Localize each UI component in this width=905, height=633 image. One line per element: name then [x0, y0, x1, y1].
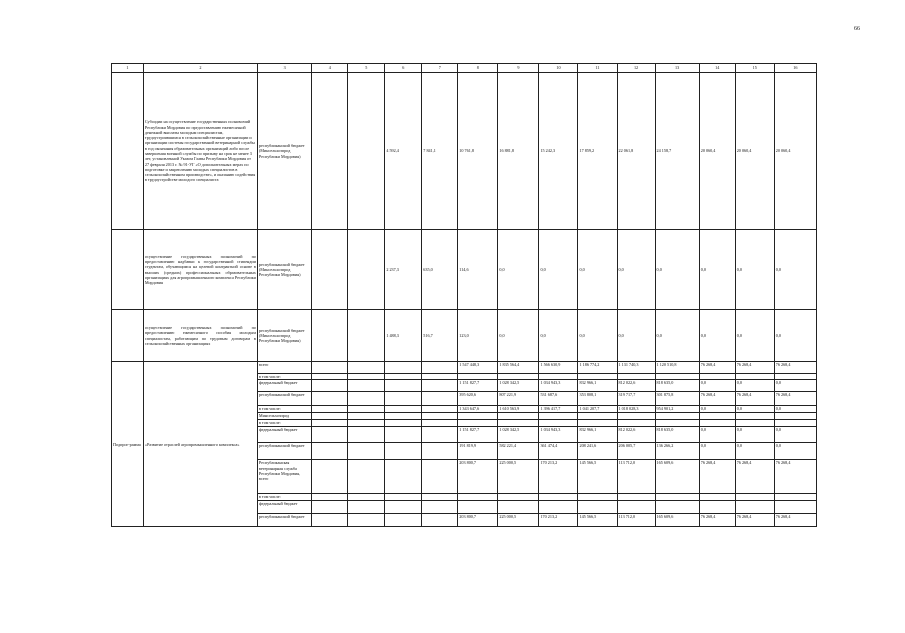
- header-cell: 3: [257, 64, 311, 73]
- value-cell: 15 242,3: [539, 73, 578, 230]
- value-cell: [498, 420, 539, 427]
- value-cell: 114,6: [458, 230, 498, 310]
- empty-cell: [385, 501, 422, 514]
- source-cell: в том числе:: [257, 406, 311, 413]
- value-cell: 0,0: [699, 380, 735, 392]
- value-cell: 0,0: [735, 310, 774, 362]
- empty-cell: [385, 392, 422, 406]
- value-cell: 0,0: [699, 310, 735, 362]
- value-cell: 76 268,4: [774, 392, 816, 406]
- value-cell: [498, 494, 539, 501]
- empty-cell: [348, 501, 385, 514]
- empty-cell: [348, 494, 385, 501]
- empty-cell: [422, 392, 458, 406]
- value-cell: [655, 413, 699, 420]
- value-cell: 225 000,5: [498, 460, 539, 494]
- value-cell: 145 566,5: [578, 514, 617, 527]
- header-cell: 13: [655, 64, 699, 73]
- value-cell: 203 800,7: [458, 514, 498, 527]
- value-cell: 0,0: [774, 406, 816, 413]
- value-cell: 1 151 827,7: [458, 427, 498, 443]
- value-cell: 1 131 740,3: [617, 362, 655, 374]
- value-cell: 136 266,2: [655, 443, 699, 460]
- header-cell: 2: [143, 64, 257, 73]
- value-cell: 353 808,1: [578, 392, 617, 406]
- value-cell: [578, 420, 617, 427]
- empty-cell: [422, 494, 458, 501]
- value-cell: 0,0: [699, 443, 735, 460]
- value-cell: 832 966,1: [578, 427, 617, 443]
- value-cell: 76 268,4: [699, 362, 735, 374]
- empty-cell: [348, 73, 385, 230]
- value-cell: [774, 501, 816, 514]
- empty-cell: [422, 362, 458, 374]
- value-cell: 4 592,4: [385, 73, 422, 230]
- source-cell: Минсельхозпрод: [257, 413, 311, 420]
- value-cell: 0,0: [617, 230, 655, 310]
- empty-cell: [348, 427, 385, 443]
- value-cell: 0,0: [498, 310, 539, 362]
- empty-cell: [112, 230, 144, 310]
- value-cell: 7 841,1: [422, 73, 458, 230]
- value-cell: [617, 413, 655, 420]
- source-cell: Республиканская ветеринарная служба Республики Мордовия, всего: [257, 460, 311, 494]
- value-cell: [539, 413, 578, 420]
- header-row: [112, 64, 817, 73]
- value-cell: 1 835 564,4: [498, 362, 539, 374]
- value-cell: 319 717,7: [617, 392, 655, 406]
- value-cell: [699, 420, 735, 427]
- value-cell: 76 268,4: [774, 362, 816, 374]
- block3-source: республиканский бюджет (Минсельхозпрод Республики Мордовия): [257, 310, 311, 362]
- empty-cell: [348, 514, 385, 527]
- value-cell: [617, 501, 655, 514]
- header-cell: 7: [422, 64, 458, 73]
- value-cell: 165 609,6: [655, 514, 699, 527]
- value-cell: 0,0: [774, 310, 816, 362]
- value-cell: [498, 413, 539, 420]
- value-cell: [539, 420, 578, 427]
- value-cell: 301 875,8: [655, 392, 699, 406]
- empty-cell: [348, 392, 385, 406]
- empty-cell: [348, 460, 385, 494]
- value-cell: 206 005,7: [617, 443, 655, 460]
- source-cell: федеральный бюджет: [257, 501, 311, 514]
- value-cell: 76 268,4: [735, 460, 774, 494]
- value-cell: 20 060,4: [774, 73, 816, 230]
- empty-cell: [348, 420, 385, 427]
- value-cell: 0,0: [774, 443, 816, 460]
- empty-cell: [385, 514, 422, 527]
- empty-cell: [385, 460, 422, 494]
- empty-cell: [312, 362, 348, 374]
- source-cell: в том числе:: [257, 494, 311, 501]
- value-cell: 76 268,4: [774, 460, 816, 494]
- empty-cell: [385, 427, 422, 443]
- value-cell: 812 022,6: [617, 380, 655, 392]
- value-cell: 0,0: [699, 406, 735, 413]
- value-cell: 1 034 943,3: [539, 380, 578, 392]
- value-cell: 24 158,7: [655, 73, 699, 230]
- value-cell: 832 966,1: [578, 380, 617, 392]
- value-cell: [539, 494, 578, 501]
- empty-cell: [348, 443, 385, 460]
- empty-cell: [385, 494, 422, 501]
- value-cell: [458, 420, 498, 427]
- value-cell: 76 268,4: [699, 514, 735, 527]
- value-cell: 818 635,0: [655, 427, 699, 443]
- empty-cell: [348, 310, 385, 362]
- empty-cell: [112, 73, 144, 230]
- empty-cell: [385, 362, 422, 374]
- value-cell: 0,0: [735, 230, 774, 310]
- header-cell: 8: [458, 64, 498, 73]
- value-cell: 395 620,6: [458, 392, 498, 406]
- source-cell: в том числе:: [257, 374, 311, 380]
- value-cell: 1 566 630,9: [539, 362, 578, 374]
- source-cell: республиканский бюджет: [257, 392, 311, 406]
- subprogram-name: «Развитие отраслей агропромышленного комплекса»: [143, 362, 257, 527]
- block1-source: республиканский бюджет (Минсельхозпрод Республики Мордовия): [257, 73, 311, 230]
- value-cell: 203 800,7: [458, 460, 498, 494]
- header-cell: 11: [578, 64, 617, 73]
- value-cell: 1 343 647,6: [458, 406, 498, 413]
- block3-description: осуществление государственных полномочий по предоставлению ежемесячного пособия молодым специалистам, работающим по трудовым договорам в сельскохозяйственных организациях: [143, 310, 257, 362]
- value-cell: 1 547 448,3: [458, 362, 498, 374]
- empty-cell: [422, 514, 458, 527]
- value-cell: 531 687,6: [539, 392, 578, 406]
- empty-cell: [312, 460, 348, 494]
- empty-cell: [385, 413, 422, 420]
- value-cell: 123,0: [458, 310, 498, 362]
- value-cell: 807 221,9: [498, 392, 539, 406]
- empty-cell: [312, 413, 348, 420]
- value-cell: 20 060,4: [699, 73, 735, 230]
- empty-cell: [348, 362, 385, 374]
- value-cell: 113 712,0: [617, 514, 655, 527]
- empty-cell: [312, 392, 348, 406]
- value-cell: [735, 494, 774, 501]
- value-cell: 1 120 510,8: [655, 362, 699, 374]
- value-cell: 1 041 207,7: [578, 406, 617, 413]
- header-cell: 15: [735, 64, 774, 73]
- value-cell: [655, 420, 699, 427]
- value-cell: 0,0: [539, 310, 578, 362]
- value-cell: 954 901,2: [655, 406, 699, 413]
- empty-cell: [312, 230, 348, 310]
- header-cell: 4: [312, 64, 348, 73]
- value-cell: 1 151 827,7: [458, 380, 498, 392]
- value-cell: 16 881,8: [498, 73, 539, 230]
- empty-cell: [385, 406, 422, 413]
- empty-cell: [422, 420, 458, 427]
- value-cell: 0,0: [655, 310, 699, 362]
- source-cell: всего: [257, 362, 311, 374]
- value-cell: 165 609,6: [655, 460, 699, 494]
- value-cell: [655, 501, 699, 514]
- empty-cell: [348, 413, 385, 420]
- empty-cell: [348, 380, 385, 392]
- empty-cell: [312, 514, 348, 527]
- value-cell: 1 018 028,3: [617, 406, 655, 413]
- empty-cell: [112, 310, 144, 362]
- header-cell: 9: [498, 64, 539, 73]
- empty-cell: [422, 406, 458, 413]
- empty-cell: [312, 494, 348, 501]
- block1-description: Субсидии на осуществление государственных полномочий Республики Мордовия по предоставлению ежемесячной денежной выплаты молодым специалистам, трудоустроившимся в сельскохозяйственные организации и организации системы государственной ветеринарной службы в год окончания образовательных организаций либо после завершения военной службы по призыву на срок не менее 3 лет, установленной Указом Главы Республики Мордовия от 27 февраля 2013 г. № 91-УГ «О дополнительных мерах по подготовке и закреплению молодых специалистов в сельскохозяйственном производстве», и оказанию содействия в трудоустройстве молодого специалиста: [143, 73, 257, 230]
- value-cell: 76 268,4: [735, 362, 774, 374]
- source-cell: республиканский бюджет: [257, 443, 311, 460]
- value-cell: 0,0: [699, 230, 735, 310]
- value-cell: 0,0: [539, 230, 578, 310]
- header-cell: 6: [385, 64, 422, 73]
- value-cell: 0,0: [774, 230, 816, 310]
- value-cell: 170 213,2: [539, 514, 578, 527]
- value-cell: [578, 413, 617, 420]
- empty-cell: [422, 413, 458, 420]
- empty-cell: [312, 406, 348, 413]
- empty-cell: [385, 420, 422, 427]
- value-cell: 0,0: [699, 427, 735, 443]
- value-cell: [578, 494, 617, 501]
- block2-description: осуществление государственных полномочий по предоставлению надбавки к государственной стипендии студентам, обучающимся на целевой контрактной основе в высших (средних) профессиональных образовательных организациях для агропромышленного комплекса Республики Мордовия: [143, 230, 257, 310]
- block1-row: [112, 73, 817, 230]
- empty-cell: [422, 427, 458, 443]
- block3-row: [112, 310, 817, 362]
- source-cell: в том числе:: [257, 420, 311, 427]
- value-cell: 145 566,5: [578, 460, 617, 494]
- source-cell: республиканский бюджет: [257, 514, 311, 527]
- value-cell: 76 268,4: [699, 392, 735, 406]
- value-cell: 1 488,3: [385, 310, 422, 362]
- value-cell: 1 610 563,9: [498, 406, 539, 413]
- source-cell: федеральный бюджет: [257, 427, 311, 443]
- value-cell: [458, 501, 498, 514]
- page-number: 66: [854, 26, 860, 32]
- value-cell: 2 237,3: [385, 230, 422, 310]
- value-cell: 208 241,6: [578, 443, 617, 460]
- value-cell: 1 034 943,3: [539, 427, 578, 443]
- empty-cell: [312, 443, 348, 460]
- value-cell: [735, 420, 774, 427]
- value-cell: 0,0: [498, 230, 539, 310]
- value-cell: [578, 501, 617, 514]
- value-cell: [655, 494, 699, 501]
- value-cell: [539, 501, 578, 514]
- value-cell: 0,0: [655, 230, 699, 310]
- subprogram-row: [112, 362, 817, 374]
- empty-cell: [422, 460, 458, 494]
- value-cell: 0,0: [617, 310, 655, 362]
- value-cell: [699, 413, 735, 420]
- value-cell: 0,0: [774, 380, 816, 392]
- empty-cell: [312, 73, 348, 230]
- value-cell: 0,0: [735, 427, 774, 443]
- value-cell: 0,0: [735, 406, 774, 413]
- value-cell: 76 268,4: [699, 460, 735, 494]
- value-cell: [617, 494, 655, 501]
- header-cell: 16: [774, 64, 816, 73]
- empty-cell: [385, 380, 422, 392]
- empty-cell: [348, 406, 385, 413]
- empty-cell: [312, 501, 348, 514]
- value-cell: 0,0: [774, 427, 816, 443]
- value-cell: 0,0: [578, 230, 617, 310]
- value-cell: [774, 413, 816, 420]
- value-cell: 113 712,0: [617, 460, 655, 494]
- value-cell: 635,0: [422, 230, 458, 310]
- value-cell: 361 474,4: [539, 443, 578, 460]
- value-cell: [458, 413, 498, 420]
- empty-cell: [385, 443, 422, 460]
- block2-source: республиканский бюджет (Минсельхозпрод Республики Мордовия): [257, 230, 311, 310]
- value-cell: 812 022,6: [617, 427, 655, 443]
- header-cell: 1: [112, 64, 144, 73]
- value-cell: 516,7: [422, 310, 458, 362]
- empty-cell: [348, 230, 385, 310]
- value-cell: 17 859,2: [578, 73, 617, 230]
- value-cell: 76 268,4: [735, 392, 774, 406]
- value-cell: 0,0: [735, 443, 774, 460]
- header-cell: 5: [348, 64, 385, 73]
- value-cell: 20 060,4: [735, 73, 774, 230]
- value-cell: 170 213,2: [539, 460, 578, 494]
- value-cell: 76 268,4: [735, 514, 774, 527]
- value-cell: [735, 501, 774, 514]
- value-cell: 1 396 417,7: [539, 406, 578, 413]
- empty-cell: [312, 427, 348, 443]
- value-cell: [774, 420, 816, 427]
- value-cell: [774, 494, 816, 501]
- empty-cell: [422, 380, 458, 392]
- header-cell: 14: [699, 64, 735, 73]
- value-cell: 191 819,9: [458, 443, 498, 460]
- empty-cell: [422, 501, 458, 514]
- value-cell: [498, 501, 539, 514]
- value-cell: 1 028 342,5: [498, 427, 539, 443]
- value-cell: [735, 413, 774, 420]
- value-cell: 1 186 774,2: [578, 362, 617, 374]
- empty-cell: [312, 310, 348, 362]
- value-cell: [699, 494, 735, 501]
- value-cell: 22 061,8: [617, 73, 655, 230]
- value-cell: [458, 494, 498, 501]
- value-cell: 76 268,4: [774, 514, 816, 527]
- value-cell: 582 221,4: [498, 443, 539, 460]
- empty-cell: [312, 420, 348, 427]
- header-cell: 12: [617, 64, 655, 73]
- empty-cell: [312, 380, 348, 392]
- value-cell: 225 000,5: [498, 514, 539, 527]
- header-cell: 10: [539, 64, 578, 73]
- budget-table: [111, 63, 817, 527]
- source-cell: федеральный бюджет: [257, 380, 311, 392]
- value-cell: 818 635,0: [655, 380, 699, 392]
- value-cell: [617, 420, 655, 427]
- empty-cell: [422, 443, 458, 460]
- value-cell: [699, 501, 735, 514]
- block2-row: [112, 230, 817, 310]
- value-cell: 0,0: [578, 310, 617, 362]
- value-cell: 10 761,8: [458, 73, 498, 230]
- subprogram-kind: Подпрог-рамма: [112, 362, 144, 527]
- value-cell: 1 028 342,5: [498, 380, 539, 392]
- value-cell: 0,0: [735, 380, 774, 392]
